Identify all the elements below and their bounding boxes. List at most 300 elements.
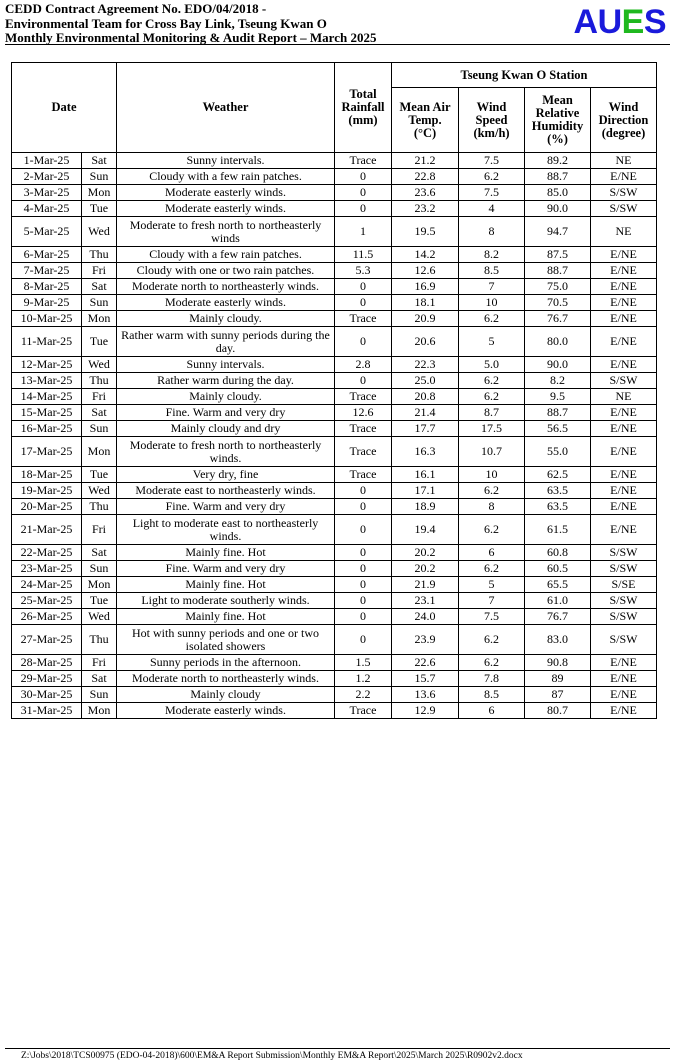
temp-cell: 20.2 [392, 561, 459, 577]
temp-cell: 15.7 [392, 671, 459, 687]
table-row [12, 263, 657, 279]
table-row [12, 421, 657, 437]
temp-cell: 21.9 [392, 577, 459, 593]
wind-speed-cell: 8.7 [459, 405, 525, 421]
wind-direction-cell: E/NE [591, 655, 657, 671]
temp-cell: 12.6 [392, 263, 459, 279]
humidity-cell: 90.0 [525, 357, 591, 373]
table-row [12, 483, 657, 499]
table-row [12, 671, 657, 687]
rainfall-cell: 0 [335, 327, 392, 357]
table-row [12, 327, 657, 357]
temp-cell: 14.2 [392, 247, 459, 263]
weather-cell: Moderate easterly winds. [117, 295, 335, 311]
rainfall-cell: Trace [335, 153, 392, 169]
rainfall-cell: 0 [335, 577, 392, 593]
day-cell: Tue [82, 327, 117, 357]
temp-cell: 23.2 [392, 201, 459, 217]
date-cell: 8-Mar-25 [12, 279, 82, 295]
wind-direction-cell: NE [591, 153, 657, 169]
date-cell: 22-Mar-25 [12, 545, 82, 561]
day-cell: Tue [82, 467, 117, 483]
temp-cell: 18.9 [392, 499, 459, 515]
wind-direction-cell: S/SW [591, 545, 657, 561]
rainfall-cell: 0 [335, 279, 392, 295]
table-row [12, 625, 657, 655]
rainfall-cell: 0 [335, 545, 392, 561]
weather-cell: Moderate north to northeasterly winds. [117, 279, 335, 295]
wind-direction-cell: S/SW [591, 185, 657, 201]
rainfall-cell: 0 [335, 625, 392, 655]
weather-cell: Fine. Warm and very dry [117, 561, 335, 577]
weather-cell: Very dry, fine [117, 467, 335, 483]
wind-direction-cell: S/SE [591, 577, 657, 593]
rainfall-cell: Trace [335, 389, 392, 405]
date-cell: 12-Mar-25 [12, 357, 82, 373]
day-cell: Tue [82, 593, 117, 609]
wind-direction-cell: E/NE [591, 483, 657, 499]
wind-direction-cell: E/NE [591, 247, 657, 263]
table-row [12, 295, 657, 311]
humidity-cell: 80.7 [525, 703, 591, 719]
date-cell: 26-Mar-25 [12, 609, 82, 625]
temp-cell: 22.6 [392, 655, 459, 671]
date-cell: 11-Mar-25 [12, 327, 82, 357]
weather-cell: Cloudy with a few rain patches. [117, 247, 335, 263]
humidity-cell: 8.2 [525, 373, 591, 389]
contract-title-line: CEDD Contract Agreement No. EDO/04/2018 - [5, 1, 267, 16]
humidity-cell: 89.2 [525, 153, 591, 169]
wind-direction-cell: S/SW [591, 561, 657, 577]
rainfall-cell: 5.3 [335, 263, 392, 279]
table-row [12, 545, 657, 561]
weather-cell: Mainly fine. Hot [117, 545, 335, 561]
rainfall-cell: 0 [335, 483, 392, 499]
temp-cell: 22.3 [392, 357, 459, 373]
weather-cell: Mainly cloudy. [117, 311, 335, 327]
rainfall-cell: 1.5 [335, 655, 392, 671]
table-row [12, 609, 657, 625]
weather-cell: Moderate easterly winds. [117, 185, 335, 201]
weather-cell: Fine. Warm and very dry [117, 405, 335, 421]
date-cell: 23-Mar-25 [12, 561, 82, 577]
weather-cell: Cloudy with a few rain patches. [117, 169, 335, 185]
rainfall-cell: 0 [335, 499, 392, 515]
date-cell: 20-Mar-25 [12, 499, 82, 515]
aues-logo [574, 3, 667, 41]
date-column-header: Date [12, 63, 117, 153]
wind-direction-cell: S/SW [591, 593, 657, 609]
humidity-cell: 9.5 [525, 389, 591, 405]
wind-speed-cell: 6.2 [459, 515, 525, 545]
day-cell: Sun [82, 169, 117, 185]
wind-direction-cell: NE [591, 217, 657, 247]
date-cell: 27-Mar-25 [12, 625, 82, 655]
weather-cell: Light to moderate east to northeasterly winds. [117, 515, 335, 545]
station-header: Tseung Kwan O Station [392, 63, 657, 88]
table-row [12, 515, 657, 545]
humidity-cell: 56.5 [525, 421, 591, 437]
wind-direction-cell: E/NE [591, 279, 657, 295]
wind-speed-cell: 8 [459, 217, 525, 247]
day-cell: Fri [82, 655, 117, 671]
table-row [12, 655, 657, 671]
wind-speed-cell: 17.5 [459, 421, 525, 437]
weather-cell: Sunny intervals. [117, 153, 335, 169]
humidity-cell: 80.0 [525, 327, 591, 357]
date-cell: 28-Mar-25 [12, 655, 82, 671]
weather-cell: Mainly fine. Hot [117, 609, 335, 625]
rainfall-cell: 12.6 [335, 405, 392, 421]
date-cell: 10-Mar-25 [12, 311, 82, 327]
wind-speed-cell: 6.2 [459, 311, 525, 327]
date-cell: 17-Mar-25 [12, 437, 82, 467]
wind-speed-cell: 6.2 [459, 655, 525, 671]
date-cell: 16-Mar-25 [12, 421, 82, 437]
rainfall-cell: 0 [335, 561, 392, 577]
table-row [12, 467, 657, 483]
weather-cell: Mainly cloudy. [117, 389, 335, 405]
day-cell: Fri [82, 515, 117, 545]
humidity-cell: 61.5 [525, 515, 591, 545]
wind-speed-cell: 6.2 [459, 483, 525, 499]
date-cell: 24-Mar-25 [12, 577, 82, 593]
day-cell: Thu [82, 625, 117, 655]
temp-cell: 16.3 [392, 437, 459, 467]
humidity-cell: 65.5 [525, 577, 591, 593]
wind-speed-cell: 6.2 [459, 625, 525, 655]
day-cell: Tue [82, 201, 117, 217]
logo-letter: A [573, 3, 598, 41]
day-cell: Sat [82, 671, 117, 687]
date-cell: 4-Mar-25 [12, 201, 82, 217]
table-row [12, 577, 657, 593]
humidity-cell: 85.0 [525, 185, 591, 201]
table-row [12, 687, 657, 703]
table-row [12, 201, 657, 217]
wind-speed-cell: 7.8 [459, 671, 525, 687]
temp-cell: 16.9 [392, 279, 459, 295]
wind-speed-cell: 10 [459, 295, 525, 311]
temp-cell: 17.7 [392, 421, 459, 437]
humidity-cell: 76.7 [525, 609, 591, 625]
rainfall-cell: 11.5 [335, 247, 392, 263]
day-cell: Mon [82, 703, 117, 719]
day-cell: Mon [82, 311, 117, 327]
temp-cell: 20.8 [392, 389, 459, 405]
temp-cell: 23.6 [392, 185, 459, 201]
day-cell: Mon [82, 437, 117, 467]
wind-direction-cell: E/NE [591, 327, 657, 357]
temp-cell: 20.2 [392, 545, 459, 561]
day-cell: Wed [82, 609, 117, 625]
day-cell: Wed [82, 217, 117, 247]
table-row [12, 405, 657, 421]
weather-cell: Mainly cloudy [117, 687, 335, 703]
wind-direction-cell: E/NE [591, 467, 657, 483]
date-cell: 15-Mar-25 [12, 405, 82, 421]
weather-cell: Moderate easterly winds. [117, 703, 335, 719]
temp-cell: 23.9 [392, 625, 459, 655]
day-cell: Sat [82, 153, 117, 169]
weather-cell: Mainly cloudy and dry [117, 421, 335, 437]
table-row [12, 217, 657, 247]
temp-column-header: Mean Air Temp. (°C) [392, 88, 459, 153]
temp-cell: 12.9 [392, 703, 459, 719]
logo-letter: E [621, 3, 644, 41]
rainfall-cell: Trace [335, 703, 392, 719]
wind-direction-cell: E/NE [591, 671, 657, 687]
table-row [12, 185, 657, 201]
rainfall-cell: 0 [335, 515, 392, 545]
wind-speed-cell: 8 [459, 499, 525, 515]
humidity-cell: 60.8 [525, 545, 591, 561]
humidity-cell: 60.5 [525, 561, 591, 577]
wind-speed-cell: 10.7 [459, 437, 525, 467]
wind-speed-cell: 6.2 [459, 373, 525, 389]
file-path-footer: Z:\Jobs\2018\TCS00975 (EDO-04-2018)\600\EM&A Report Submission\Monthly EM&A Report\2025\March 2025\R0902v2.docx [21, 1051, 523, 1061]
date-cell: 6-Mar-25 [12, 247, 82, 263]
date-cell: 5-Mar-25 [12, 217, 82, 247]
wind-direction-cell: S/SW [591, 201, 657, 217]
rainfall-cell: Trace [335, 311, 392, 327]
rainfall-cell: 0 [335, 295, 392, 311]
temp-cell: 25.0 [392, 373, 459, 389]
humidity-cell: 76.7 [525, 311, 591, 327]
wind-direction-cell: S/SW [591, 373, 657, 389]
temp-cell: 16.1 [392, 467, 459, 483]
wind-speed-cell: 7 [459, 593, 525, 609]
table-row [12, 357, 657, 373]
wind-direction-cell: E/NE [591, 405, 657, 421]
date-cell: 19-Mar-25 [12, 483, 82, 499]
table-row [12, 389, 657, 405]
temp-cell: 21.4 [392, 405, 459, 421]
table-row [12, 373, 657, 389]
wind-speed-cell: 10 [459, 467, 525, 483]
wind-speed-cell: 6.2 [459, 561, 525, 577]
temp-cell: 13.6 [392, 687, 459, 703]
temp-cell: 19.5 [392, 217, 459, 247]
day-cell: Sat [82, 405, 117, 421]
humidity-cell: 88.7 [525, 405, 591, 421]
humidity-cell: 88.7 [525, 263, 591, 279]
wind-speed-cell: 5.0 [459, 357, 525, 373]
temp-cell: 20.6 [392, 327, 459, 357]
wind-direction-cell: E/NE [591, 515, 657, 545]
wind-speed-cell: 7.5 [459, 185, 525, 201]
weather-cell: Fine. Warm and very dry [117, 499, 335, 515]
date-cell: 18-Mar-25 [12, 467, 82, 483]
wind-direction-cell: E/NE [591, 687, 657, 703]
table-row [12, 437, 657, 467]
table-row [12, 593, 657, 609]
humidity-cell: 89 [525, 671, 591, 687]
table-row [12, 153, 657, 169]
day-cell: Sat [82, 545, 117, 561]
rainfall-cell: 2.2 [335, 687, 392, 703]
temp-cell: 17.1 [392, 483, 459, 499]
wind-direction-cell: S/SW [591, 609, 657, 625]
wind-speed-column-header: Wind Speed (km/h) [459, 88, 525, 153]
wind-direction-cell: E/NE [591, 421, 657, 437]
temp-cell: 18.1 [392, 295, 459, 311]
day-cell: Thu [82, 499, 117, 515]
wind-speed-cell: 8.5 [459, 687, 525, 703]
rainfall-cell: 2.8 [335, 357, 392, 373]
rainfall-cell: 0 [335, 609, 392, 625]
rainfall-cell: 0 [335, 373, 392, 389]
day-cell: Mon [82, 577, 117, 593]
wind-speed-cell: 7.5 [459, 153, 525, 169]
temp-cell: 24.0 [392, 609, 459, 625]
weather-cell: Sunny periods in the afternoon. [117, 655, 335, 671]
temp-cell: 20.9 [392, 311, 459, 327]
day-cell: Wed [82, 483, 117, 499]
report-title-line: Monthly Environmental Monitoring & Audit Report – March 2025 [5, 30, 377, 45]
wind-speed-cell: 6 [459, 545, 525, 561]
date-cell: 30-Mar-25 [12, 687, 82, 703]
day-cell: Mon [82, 185, 117, 201]
rainfall-cell: Trace [335, 437, 392, 467]
humidity-cell: 87 [525, 687, 591, 703]
date-cell: 21-Mar-25 [12, 515, 82, 545]
humidity-cell: 87.5 [525, 247, 591, 263]
humidity-cell: 75.0 [525, 279, 591, 295]
day-cell: Sun [82, 421, 117, 437]
weather-cell: Rather warm with sunny periods during the day. [117, 327, 335, 357]
wind-speed-cell: 5 [459, 577, 525, 593]
date-cell: 29-Mar-25 [12, 671, 82, 687]
day-cell: Sun [82, 687, 117, 703]
humidity-cell: 88.7 [525, 169, 591, 185]
table-row [12, 169, 657, 185]
day-cell: Thu [82, 373, 117, 389]
logo-letter: S [643, 3, 666, 41]
humidity-cell: 61.0 [525, 593, 591, 609]
wind-speed-cell: 7 [459, 279, 525, 295]
humidity-cell: 70.5 [525, 295, 591, 311]
table-row [12, 703, 657, 719]
weather-cell: Sunny intervals. [117, 357, 335, 373]
wind-direction-column-header: Wind Direction (degree) [591, 88, 657, 153]
date-cell: 25-Mar-25 [12, 593, 82, 609]
wind-direction-cell: E/NE [591, 169, 657, 185]
day-cell: Thu [82, 247, 117, 263]
weather-cell: Moderate to fresh north to northeasterly winds [117, 217, 335, 247]
weather-cell: Rather warm during the day. [117, 373, 335, 389]
humidity-column-header: Mean Relative Humidity (%) [525, 88, 591, 153]
wind-speed-cell: 7.5 [459, 609, 525, 625]
humidity-cell: 83.0 [525, 625, 591, 655]
weather-cell: Mainly fine. Hot [117, 577, 335, 593]
date-cell: 31-Mar-25 [12, 703, 82, 719]
weather-column-header: Weather [117, 63, 335, 153]
date-cell: 7-Mar-25 [12, 263, 82, 279]
date-cell: 2-Mar-25 [12, 169, 82, 185]
wind-speed-cell: 6 [459, 703, 525, 719]
date-cell: 9-Mar-25 [12, 295, 82, 311]
rainfall-cell: 0 [335, 169, 392, 185]
report-title-block [5, 2, 376, 46]
weather-cell: Light to moderate southerly winds. [117, 593, 335, 609]
wind-direction-cell: E/NE [591, 295, 657, 311]
wind-speed-cell: 6.2 [459, 389, 525, 405]
wind-speed-cell: 5 [459, 327, 525, 357]
rainfall-cell: 0 [335, 593, 392, 609]
weather-cell: Cloudy with one or two rain patches. [117, 263, 335, 279]
rainfall-column-header: Total Rainfall (mm) [335, 63, 392, 153]
humidity-cell: 94.7 [525, 217, 591, 247]
rainfall-cell: 1.2 [335, 671, 392, 687]
weather-cell: Moderate north to northeasterly winds. [117, 671, 335, 687]
rainfall-cell: Trace [335, 421, 392, 437]
wind-direction-cell: E/NE [591, 437, 657, 467]
wind-direction-cell: E/NE [591, 263, 657, 279]
table-row [12, 279, 657, 295]
wind-direction-cell: E/NE [591, 703, 657, 719]
wind-direction-cell: S/SW [591, 625, 657, 655]
wind-direction-cell: E/NE [591, 311, 657, 327]
date-cell: 1-Mar-25 [12, 153, 82, 169]
report-header [5, 2, 670, 45]
logo-letter: U [597, 3, 622, 41]
day-cell: Wed [82, 357, 117, 373]
humidity-cell: 90.8 [525, 655, 591, 671]
rainfall-cell: 0 [335, 201, 392, 217]
day-cell: Sun [82, 295, 117, 311]
humidity-cell: 90.0 [525, 201, 591, 217]
rainfall-cell: 0 [335, 185, 392, 201]
wind-speed-cell: 8.5 [459, 263, 525, 279]
weather-cell: Hot with sunny periods and one or two isolated showers [117, 625, 335, 655]
wind-direction-cell: NE [591, 389, 657, 405]
day-cell: Sat [82, 279, 117, 295]
weather-cell: Moderate east to northeasterly winds. [117, 483, 335, 499]
wind-speed-cell: 4 [459, 201, 525, 217]
footer-divider [5, 1048, 670, 1049]
humidity-cell: 63.5 [525, 499, 591, 515]
wind-speed-cell: 8.2 [459, 247, 525, 263]
team-title-line: Environmental Team for Cross Bay Link, Tseung Kwan O [5, 15, 327, 31]
table-row [12, 311, 657, 327]
wind-direction-cell: E/NE [591, 499, 657, 515]
temp-cell: 22.8 [392, 169, 459, 185]
date-cell: 14-Mar-25 [12, 389, 82, 405]
day-cell: Sun [82, 561, 117, 577]
humidity-cell: 62.5 [525, 467, 591, 483]
temp-cell: 21.2 [392, 153, 459, 169]
humidity-cell: 63.5 [525, 483, 591, 499]
wind-speed-cell: 6.2 [459, 169, 525, 185]
table-row [12, 499, 657, 515]
temp-cell: 19.4 [392, 515, 459, 545]
humidity-cell: 55.0 [525, 437, 591, 467]
date-cell: 3-Mar-25 [12, 185, 82, 201]
weather-data-table [11, 62, 657, 719]
rainfall-cell: 1 [335, 217, 392, 247]
date-cell: 13-Mar-25 [12, 373, 82, 389]
weather-cell: Moderate easterly winds. [117, 201, 335, 217]
day-cell: Fri [82, 389, 117, 405]
table-row [12, 247, 657, 263]
weather-cell: Moderate to fresh north to northeasterly winds. [117, 437, 335, 467]
temp-cell: 23.1 [392, 593, 459, 609]
table-row [12, 561, 657, 577]
day-cell: Fri [82, 263, 117, 279]
rainfall-cell: Trace [335, 467, 392, 483]
wind-direction-cell: E/NE [591, 357, 657, 373]
